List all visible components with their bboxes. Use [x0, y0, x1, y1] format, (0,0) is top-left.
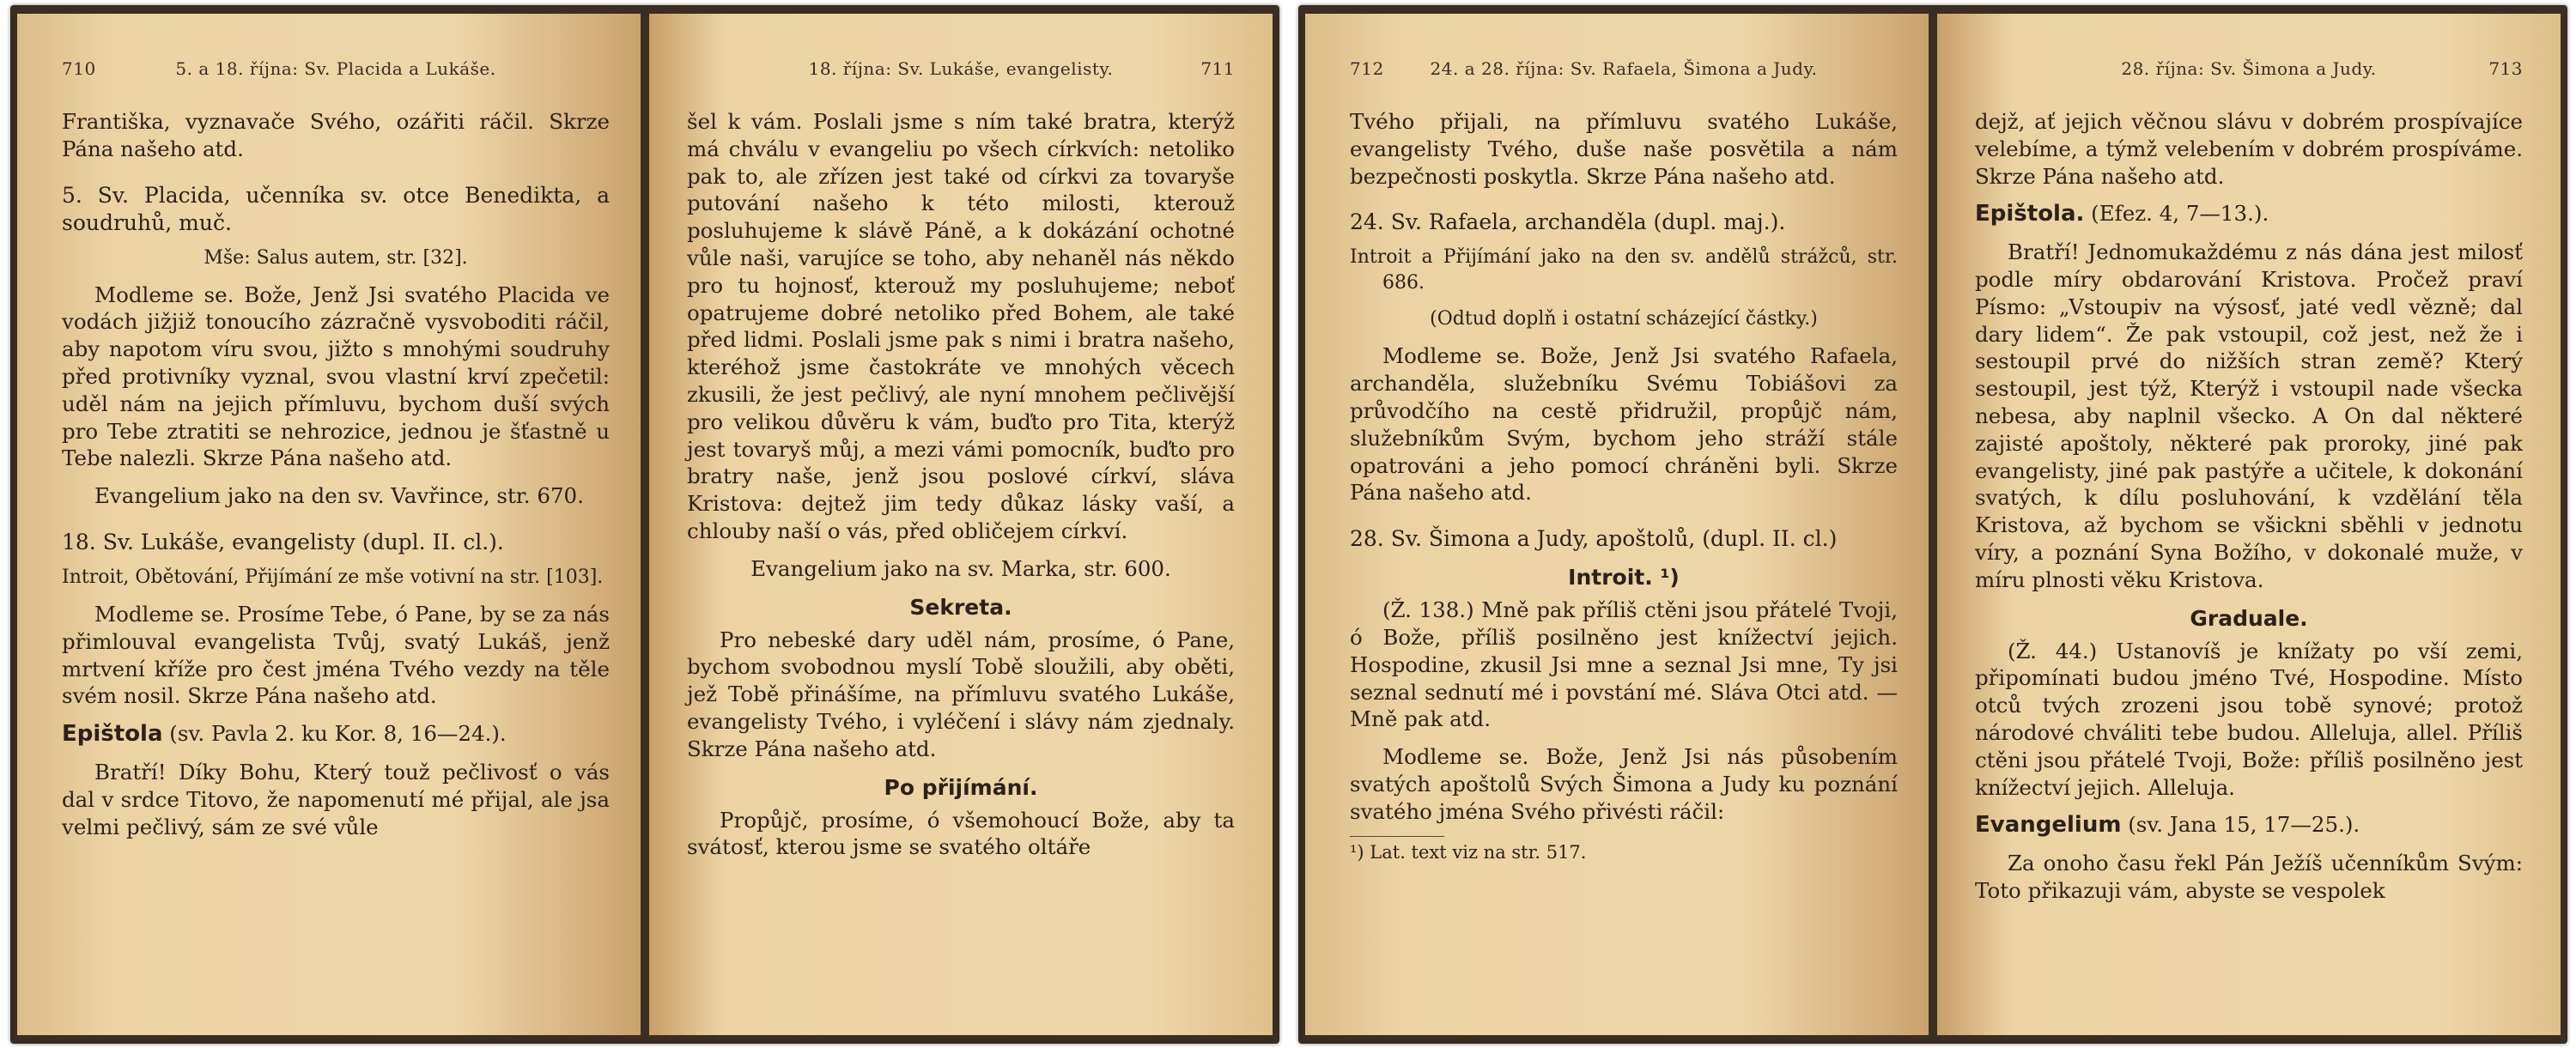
paragraph: (Ž. 138.) Mně pak příliš ctěni jsou přátelé Tvoji, ó Bože, příliš posilněno jest knížectví jejich. Hospodine, zkusil Jsi mne a seznal Jsi mne, Ty jsi seznal sednutí mé i povstání mé. Sláva Otci atd. — Mně pak atd. — [1350, 597, 1898, 732]
paragraph: Pro nebeské dary uděl nám, prosíme, ó Pane, bychom svobodnou myslí Tobě sloužili, aby oběti, jež Tobě přinášíme, na přímluvu svatého Lukáše, evangelisty Tvého, i vyléčení i slávy nám zjednaly. Skrze Pána našeho atd. — [687, 627, 1235, 761]
reading-heading: Evangelium (sv. Jana 15, 17—25.). — [1975, 812, 2360, 839]
feast-heading: 18. Sv. Lukáše, evangelisty (dupl. II. cl.). — [62, 529, 504, 554]
paragraph: Modleme se. Bože, Jenž Jsi nás působením svatých apoštolů Svých Šimona a Judy ku poznání svatého jména Svého přivésti ráčil: — [1350, 744, 1898, 824]
page-712 — [1305, 14, 1929, 1035]
header-title: 18. října: Sv. Lukáše, evangelisty. — [808, 58, 1114, 79]
paragraph: Bratří! Jednomukaždému z nás dána jest milosť podle míry obdarování Kristova. Pročež praví Písmo: „Vstoupiv na výsosť, jaté vedl vězně; dal dary lidem“. Že pak vstoupil, což jest, než že i sestoupil prvé do nižších stran země? Který sestoupil, jest týž, Kterýž i vstoupil nade všecka nebesa, aby naplnil všecko. A On dal některé zajisté apoštoly, některé pak proroky, jiné pak evangelisty, jiné pak pastýře a učitele, k dokonání svatých, k dílu posluhování, k vzdělání těla Kristova, až bychom se všickni sběhli v jednotu víry, a poznání Syna Božího, v dokonalé muže, v míru plnosti věku Kristova. — [1975, 239, 2523, 592]
paragraph: Za onoho času řekl Pán Ježíš učenníkům Svým: Toto přikazuji vám, abyste se vespolek — [1975, 851, 2523, 903]
feast-heading: 5. Sv. Placida, učenníka sv. otce Benedikta, a soudruhů, muč. — [62, 182, 610, 235]
paragraph: Františka, vyznavače Svého, ozářiti ráčil. Skrze Pána našeho atd. — [62, 109, 610, 161]
footnote: ¹) Lat. text viz na str. 517. — [1350, 836, 1444, 863]
running-header — [62, 58, 610, 79]
reading-heading: Epištola. (Efez. 4, 7—13.). — [1975, 201, 2269, 227]
header-title: 24. a 28. října: Sv. Rafaela, Šimona a Judy. — [1430, 58, 1818, 79]
book-spread-left — [10, 5, 1279, 1044]
page-713 — [1937, 14, 2561, 1035]
page-number: 710 — [62, 58, 96, 79]
feast-heading: 24. Sv. Rafaela, archanděla (dupl. maj.). — [1350, 209, 1786, 235]
page-710 — [17, 14, 641, 1035]
page-number: 711 — [1200, 58, 1235, 79]
running-header — [687, 58, 1235, 79]
header-title: 5. a 18. října: Sv. Placida a Lukáše. — [175, 58, 496, 79]
section-heading: Po přijímání. — [884, 774, 1038, 800]
section-heading: Graduale. — [2190, 605, 2308, 631]
page-body — [1350, 108, 1898, 863]
paragraph: (Odtud doplň i ostatní scházející částky.) — [1430, 308, 1818, 330]
section-heading: Introit. ¹) — [1568, 565, 1680, 591]
paragraph: Modleme se. Prosíme Tebe, ó Pane, by se za nás přimlouval evangelista Tvůj, svatý Lukáš, jenž mrtvení kříže pro čest jména Tvého vezdy na těle svém nosil. Skrze Pána našeho atd. — [62, 601, 610, 709]
paragraph: Modleme se. Bože, Jenž Jsi svatého Placida ve vodách jižjiž tonoucího zázračně vysvoboditi ráčil, aby napotom víru svou, jižto s mnohými soudruhy před protivníky vyznal, svou vlastní krví zpečetil: uděl nám na jejich přímluvu, bychom duší svých pro Tebe ztratiti se nehrozice, jednou je šťastně u Tebe nalezli. Skrze Pána našeho atd. — [62, 282, 610, 471]
paragraph: Evangelium jako na sv. Marka, str. 600. — [750, 555, 1171, 581]
feast-heading: 28. Sv. Šimona a Judy, apoštolů, (dupl. II. cl.) — [1350, 526, 1838, 552]
page-number: 713 — [2488, 58, 2523, 79]
page-number: 712 — [1350, 58, 1384, 79]
paragraph: šel k vám. Poslali jsme s ním také bratra, kterýž má chválu v evangeliu po všech církvích: netoliko pak to, ale zřízen jest také od církvi za tovaryše putování našeho k této milosti, kterouž posluhujeme k slávě Páně, a k dokázání ochotné vůle naši, varujíce se toho, aby nehaněl nás někdo pro tu hojnosť, kterouž my posluhujeme; neboť opatrujeme dobré netoliko před Bohem, ale také před lidmi. Poslali jsme pak s nimi i bratra našeho, kteréhož jsme častokráte ve mnohých věcech zkusili, že jest pečlivý, ale nyní mnohem pečlivější pro velikou důvěru k vám, buďto pro Tita, kterýž jest tovaryš můj, a mezi vámi pomocník, buďto pro bratry naše, jenž jsou poslové církví, sláva Kristova: dejtež jim tedy důkaz lásky vaší, a chlouby naší o vás, před obličejem církví. — [687, 109, 1235, 543]
paragraph: Propůjč, prosíme, ó všemohoucí Bože, aby ta svátosť, kterou jsme se svatého oltáře — [687, 807, 1235, 860]
paragraph: Modleme se. Bože, Jenž Jsi svatého Rafaela, archanděla, služebníku Svému Tobiášovi za průvodčího na cestě přidružil, propůjč nám, služebníkům Svým, bychom jeho stráží stále opatrováni a jeho pomocí chráněni byli. Skrze Pána našeho atd. — [1350, 343, 1898, 506]
section-heading: Sekreta. — [909, 594, 1012, 620]
paragraph: Mše: Salus autem, str. [32]. — [204, 246, 468, 269]
running-header — [1350, 58, 1898, 79]
running-header — [1975, 58, 2523, 79]
paragraph: Evangelium jako na den sv. Vavřince, str. 670. — [94, 483, 584, 509]
paragraph: Introit a Přijímání jako na den sv. andělů strážců, str. 686. — [1350, 246, 1898, 294]
paragraph: dejž, ať jejich věčnou slávu v dobrém prospívajíce velebíme, a týmž velebením v dobrém prospíváme. Skrze Pána našeho atd. — [1975, 109, 2523, 189]
paragraph: (Ž. 44.) Ustanovíš je knížaty po vší zemi, připomínati budou jméno Tvé, Hospodine. Místo otců tvých zrozeni jsou tobě synové; protož národové chváliti tebe budou. Alleluja, allel. Příliš ctěni jsou přátelé Tvoji, Bože: příliš posilněno jest knížectví jejich. Alleluja. — [1975, 638, 2523, 800]
page-711 — [649, 14, 1273, 1035]
page-body — [62, 108, 610, 840]
paragraph: Bratří! Díky Bohu, Který touž pečlivosť o vás dal v srdce Titovo, že napomenutí mé přijal, ale jsa velmi pečlivý, sám ze své vůle — [62, 759, 610, 839]
page-body — [687, 108, 1235, 861]
book-spread-right — [1298, 5, 2567, 1044]
header-title: 28. října: Sv. Šimona a Judy. — [2121, 58, 2377, 79]
paragraph: Tvého přijali, na přímluvu svatého Lukáše, evangelisty Tvého, duše naše posvětila a nám bezpečnosti poskytla. Skrze Pána našeho atd. — [1350, 109, 1898, 189]
reading-heading: Epištola (sv. Pavla 2. ku Kor. 8, 16—24.). — [62, 721, 507, 748]
paragraph: Introit, Obětování, Přijímání ze mše votivní na str. [103]. — [62, 566, 604, 588]
page-body — [1975, 108, 2523, 905]
